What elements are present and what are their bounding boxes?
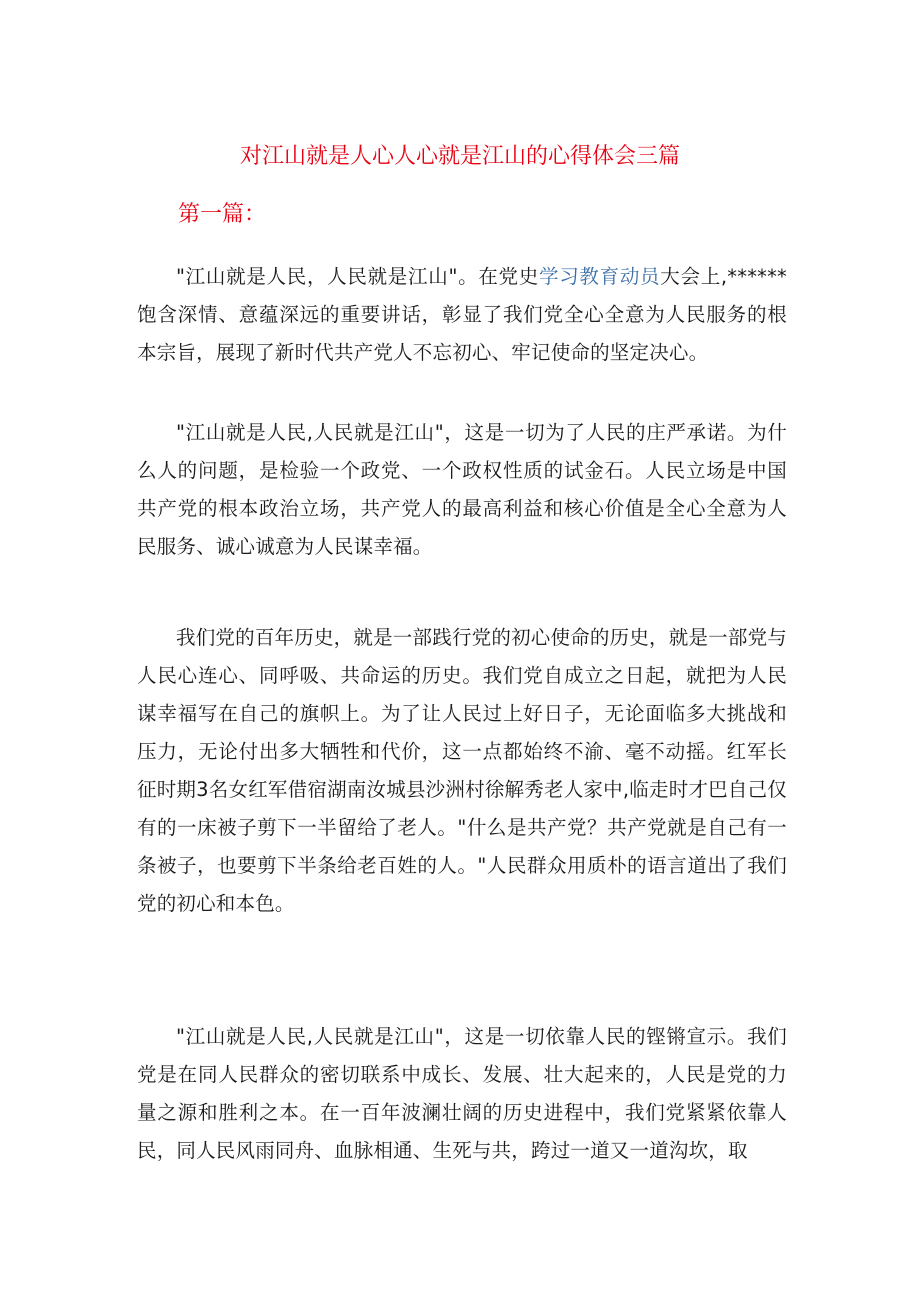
paragraph-2: "江山就是人民,人民就是江山"，这是一切为了人民的庄严承诺。为什么人的问题，是检验一个政党、一个政权性质的试金石。人民立场是中国共产党的根本政治立场，共产党人的最高利益和核心价值是全心全意为人民服务、诚心诚意为人民谋幸福。 [137,421,787,558]
paragraph-1 [137,258,787,372]
document-title: 对江山就是人心人心就是江山的心得体会三篇 [239,144,680,169]
paragraph-1-text-after-link: 大会上,******饱含深情、意蕴深远的重要讲话，彰显了我们党全心全意为人民服务的根本宗旨，展现了新时代共产党人不忘初心、牢记使命的坚定决心。 [137,265,788,364]
section-heading: 第一篇： [178,202,267,227]
paragraph-1-text-before-link: "江山就是人民，人民就是江山"。在党史 [176,265,539,288]
paragraph-3: 我们党的百年历史，就是一部践行党的初心使命的历史，就是一部党与人民心连心、同呼吸、共命运的历史。我们党自成立之日起，就把为人民谋幸福写在自己的旗帜上。为了让人民过上好日子，无论面临多大挑战和压力，无论付出多大牺牲和代价，这一点都始终不渝、毫不动摇。红军长征时期3名女红军借宿湖南汝城县沙洲村徐解秀老人家中,临走时才巴自己仅有的一床被子剪下一半留给了老人。"什么是共产党？共产党就是自己有一条被子，也要剪下半条给老百姓的人。"人民群众用质朴的语言道出了我们党的初心和本色。 [137,626,787,915]
study-education-link[interactable]: 学习教育动员 [538,265,661,288]
paragraph-4: "江山就是人民,人民就是江山"，这是一切依靠人民的铿锵宣示。我们党是在同人民群众的密切联系中成长、发展、壮大起来的，人民是党的力量之源和胜利之本。在一百年波澜壮阔的历史进程中，我们党紧紧依靠人民，同人民风雨同舟、血脉相通、生死与共，跨过一道又一道沟坎，取 [137,1025,787,1162]
